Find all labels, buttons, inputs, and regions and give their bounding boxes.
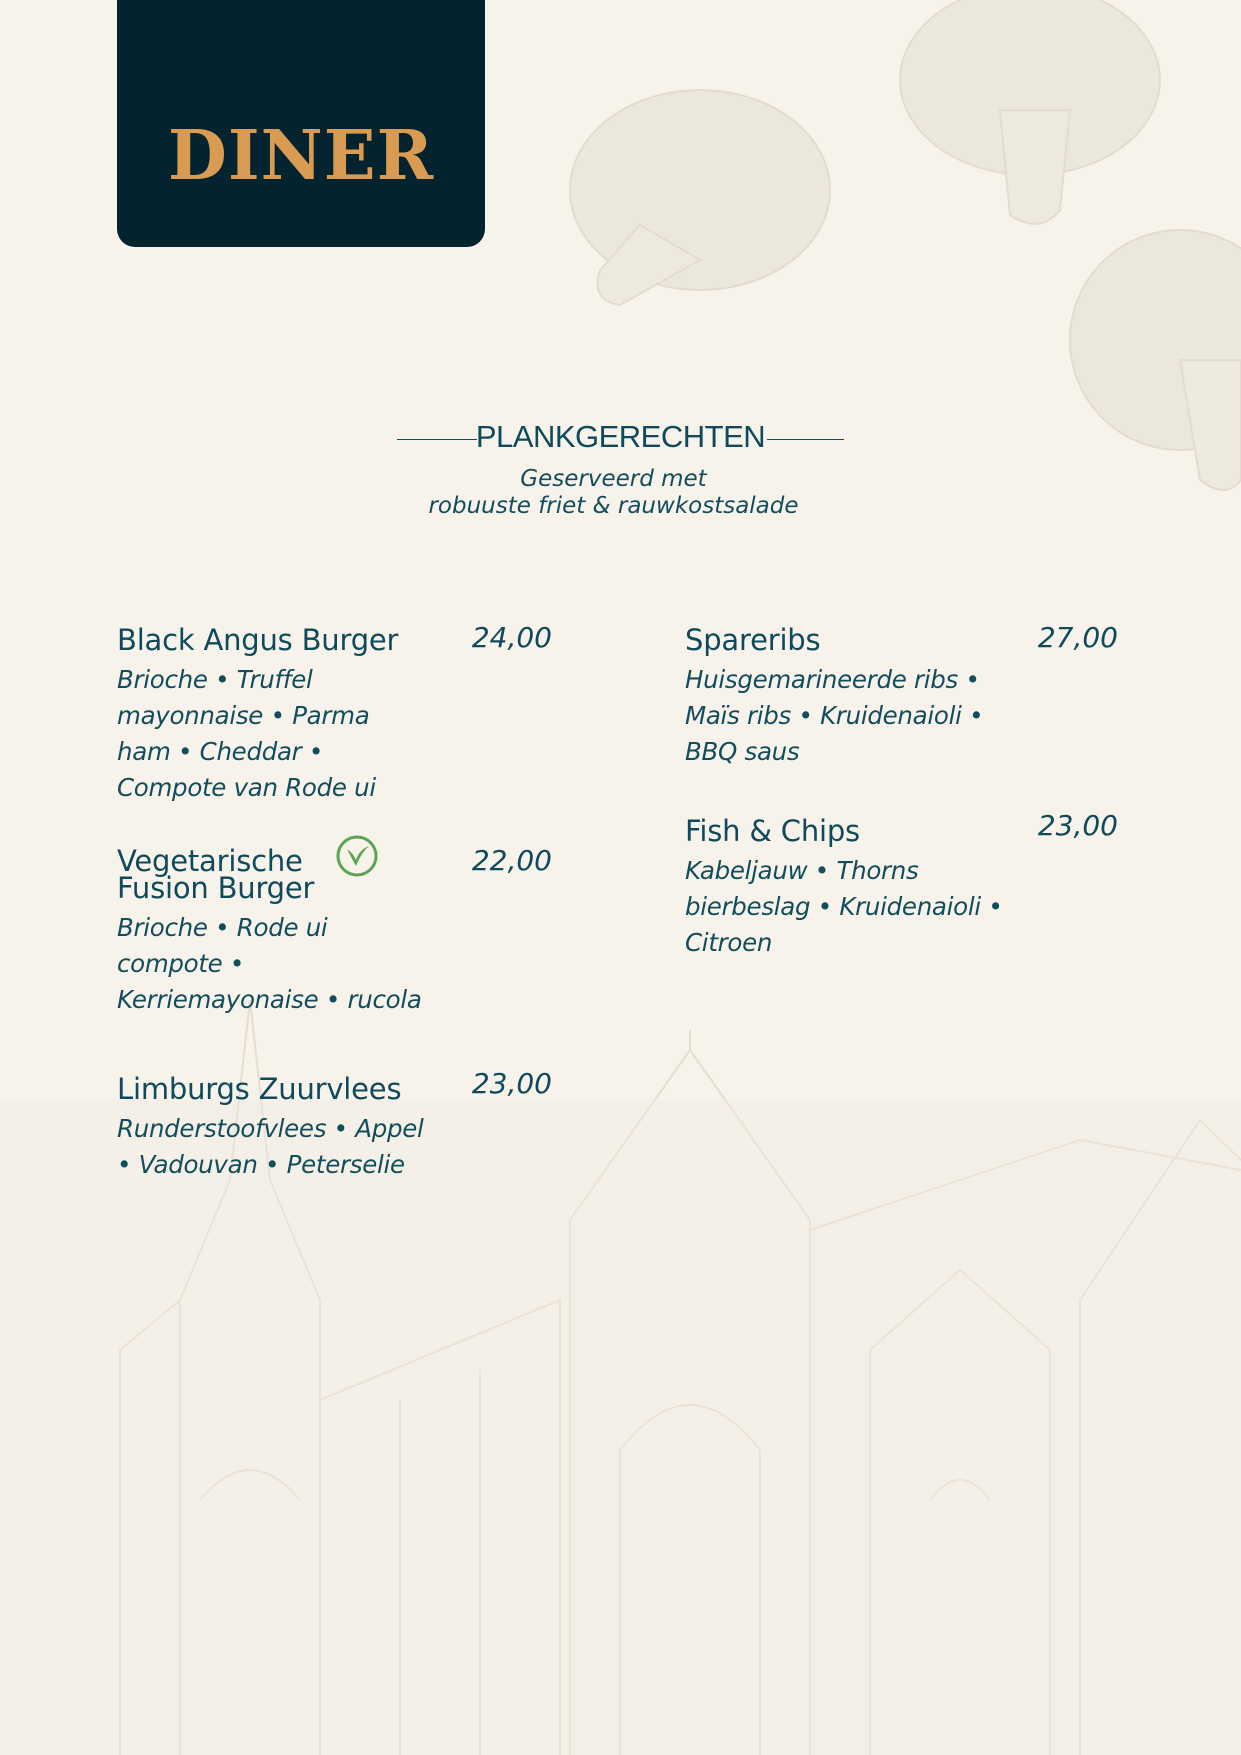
dish-description-line: Kabeljauw • Thorns — [685, 856, 919, 885]
dish-description-line: Citroen — [685, 928, 773, 957]
menu-item-spareribs — [685, 623, 1035, 770]
dish-name — [117, 1072, 467, 1106]
section-subtitle — [0, 466, 1227, 520]
menu-item-vegetarische-fusion-burger — [117, 844, 467, 1018]
dish-description-line: Brioche • Truffel — [117, 665, 313, 694]
dish-name-line: Vegetarische — [117, 844, 303, 878]
dish-name-line: Fish & Chips — [685, 814, 860, 848]
mushroom-illustration — [900, 0, 1160, 224]
dish-description-line: Kerriemayonaise • rucola — [117, 985, 422, 1014]
dish-price: 22,00 — [471, 844, 552, 877]
dish-description-line: mayonnaise • Parma — [117, 701, 370, 730]
dish-name-line: Spareribs — [685, 623, 821, 657]
page-title: DINER — [167, 116, 435, 196]
dish-description-line: ham • Cheddar • — [117, 737, 324, 766]
title-banner — [117, 0, 485, 247]
dish-name — [685, 814, 1035, 848]
dish-description — [117, 1111, 467, 1183]
dish-name-line: Limburgs Zuurvlees — [117, 1072, 402, 1106]
menu-item-black-angus-burger — [117, 623, 467, 806]
dish-description-line: Runderstoofvlees • Appel — [117, 1114, 424, 1143]
subtitle-line: robuuste friet & rauwkostsalade — [428, 493, 799, 519]
subtitle-line: Geserveerd met — [520, 466, 707, 492]
dish-description — [117, 662, 467, 806]
section-heading: PLANKGERECHTEN — [475, 419, 766, 454]
dish-price: 23,00 — [471, 1067, 552, 1100]
dish-description-line: Maïs ribs • Kruidenaioli • — [685, 701, 984, 730]
dish-description-line: BBQ saus — [685, 737, 800, 766]
dish-price: 23,00 — [1037, 809, 1118, 842]
dish-description-line: Compote van Rode ui — [117, 773, 376, 802]
dish-description — [117, 910, 467, 1018]
dish-description-line: bierbeslag • Kruidenaioli • — [685, 892, 1003, 921]
dish-name-line: Black Angus Burger — [117, 623, 399, 657]
dish-description-line: Huisgemarineerde ribs • — [685, 665, 980, 694]
dish-description-line: • Vadouvan • Peterselie — [117, 1150, 405, 1179]
dish-name — [117, 623, 467, 657]
dish-description — [685, 662, 1035, 770]
dish-name — [685, 623, 1035, 657]
menu-item-fish-and-chips — [685, 814, 1035, 961]
dish-description-line: Brioche • Rode ui — [117, 913, 328, 942]
mushroom-illustration — [570, 90, 830, 305]
dish-description-line: compote • — [117, 949, 245, 978]
heading-rule-right — [767, 439, 844, 440]
dish-name-line: Fusion Burger — [117, 871, 315, 905]
dish-price: 24,00 — [471, 621, 552, 654]
dish-description — [685, 853, 1035, 961]
vegetarian-leaf-icon — [334, 833, 380, 879]
dish-price: 27,00 — [1037, 621, 1118, 654]
dish-name — [117, 844, 467, 905]
menu-item-limburgs-zuurvlees — [117, 1072, 467, 1183]
